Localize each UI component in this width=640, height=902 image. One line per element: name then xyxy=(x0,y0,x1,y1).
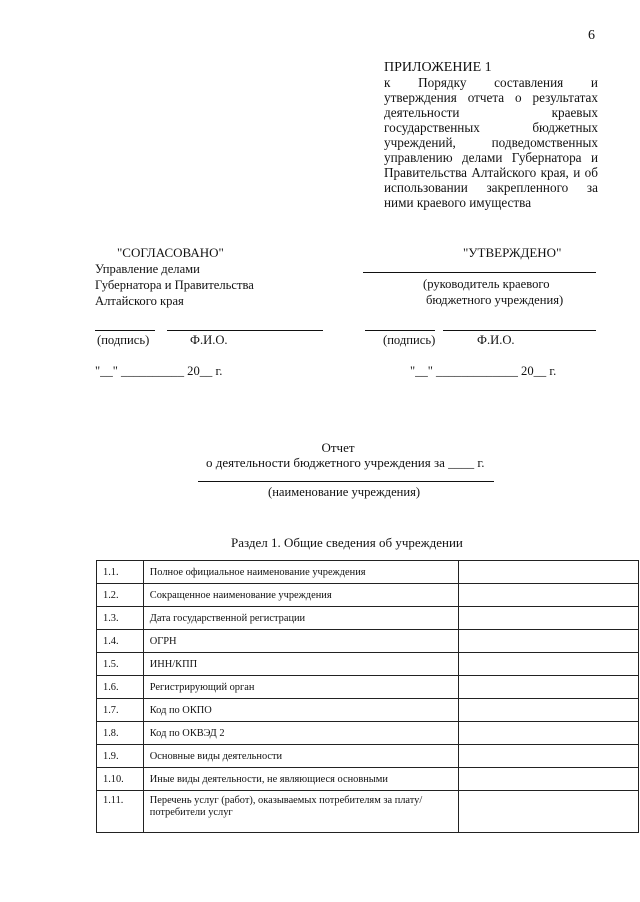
table-row xyxy=(97,722,639,745)
row-number: 1.11. xyxy=(97,791,144,833)
row-number: 1.3. xyxy=(97,607,144,630)
row-number: 1.9. xyxy=(97,745,144,768)
general-info-table xyxy=(96,560,639,833)
row-number: 1.1. xyxy=(97,561,144,584)
signature-label-right: (подпись) xyxy=(383,333,436,347)
approval-left-line: Губернатора и Правительства xyxy=(95,278,254,292)
signature-label-left: (подпись) xyxy=(97,333,150,347)
approval-left-heading: "СОГЛАСОВАНО" xyxy=(117,245,224,260)
table-row xyxy=(97,676,639,699)
row-value xyxy=(458,584,638,607)
table-row xyxy=(97,653,639,676)
row-value xyxy=(458,561,638,584)
row-value xyxy=(458,768,638,791)
approval-right-role xyxy=(423,276,563,308)
row-value xyxy=(458,699,638,722)
row-name: Сокращенное наименование учреждения xyxy=(143,584,458,607)
table-row xyxy=(97,607,639,630)
name-label-right: Ф.И.О. xyxy=(477,333,515,347)
row-name: Основные виды деятельности xyxy=(143,745,458,768)
appendix-text: к Порядку составления и утверждения отчета о результатах деятельности краевых государственных бюджетных учреждений, подведомственных управлению делами Губернатора и Правительства Алтайского края, и об использовании закрепленного за ними краевого имущества xyxy=(384,75,598,210)
table-row xyxy=(97,791,639,833)
institution-label: (наименование учреждения) xyxy=(268,485,421,499)
appendix-block xyxy=(384,60,598,210)
table-row xyxy=(97,561,639,584)
name-line-right xyxy=(443,330,596,331)
approval-right-role-line: бюджетного учреждения) xyxy=(426,293,564,307)
name-line-left xyxy=(167,330,323,331)
signature-line-left xyxy=(95,330,155,331)
appendix-title: ПРИЛОЖЕНИЕ 1 xyxy=(384,60,492,75)
row-name: Дата государственной регистрации xyxy=(143,607,458,630)
row-value xyxy=(458,653,638,676)
row-name: Код по ОКПО xyxy=(143,699,458,722)
date-right: "__" _____________ 20__ г. xyxy=(410,364,557,378)
table-row xyxy=(97,699,639,722)
row-number: 1.10. xyxy=(97,768,144,791)
table-row xyxy=(97,745,639,768)
table-row xyxy=(97,584,639,607)
row-name: Полное официальное наименование учреждения xyxy=(143,561,458,584)
row-number: 1.6. xyxy=(97,676,144,699)
director-name-line xyxy=(363,272,596,273)
section-title: Раздел 1. Общие сведения об учреждении xyxy=(231,535,463,550)
row-value xyxy=(458,676,638,699)
name-label-left: Ф.И.О. xyxy=(190,333,228,347)
row-name: Иные виды деятельности, не являющиеся основными xyxy=(143,768,458,791)
row-number: 1.8. xyxy=(97,722,144,745)
row-name: Регистрирующий орган xyxy=(143,676,458,699)
row-value xyxy=(458,745,638,768)
row-number: 1.4. xyxy=(97,630,144,653)
row-number: 1.5. xyxy=(97,653,144,676)
approval-left-line: Алтайского края xyxy=(95,294,184,308)
approval-right-role-line: (руководитель краевого xyxy=(423,277,550,291)
row-value xyxy=(458,722,638,745)
row-number: 1.7. xyxy=(97,699,144,722)
table-row xyxy=(97,630,639,653)
row-value xyxy=(458,607,638,630)
report-subtitle: о деятельности бюджетного учреждения за ____ г. xyxy=(206,455,485,470)
institution-name-line xyxy=(198,481,494,482)
approval-right-heading: "УТВЕРЖДЕНО" xyxy=(463,245,562,260)
row-name: Код по ОКВЭД 2 xyxy=(143,722,458,745)
row-value xyxy=(458,630,638,653)
row-name: ИНН/КПП xyxy=(143,653,458,676)
page-number: 6 xyxy=(588,28,595,43)
date-left: "__" __________ 20__ г. xyxy=(95,364,223,378)
table-row xyxy=(97,768,639,791)
row-name: Перечень услуг (работ), оказываемых потребителям за плату/потребители услуг xyxy=(143,791,458,833)
report-title: Отчет xyxy=(321,440,355,455)
signature-line-right xyxy=(365,330,435,331)
row-number: 1.2. xyxy=(97,584,144,607)
row-name: ОГРН xyxy=(143,630,458,653)
approval-left xyxy=(95,245,254,309)
row-value xyxy=(458,791,638,833)
approval-left-line: Управление делами xyxy=(95,262,200,276)
